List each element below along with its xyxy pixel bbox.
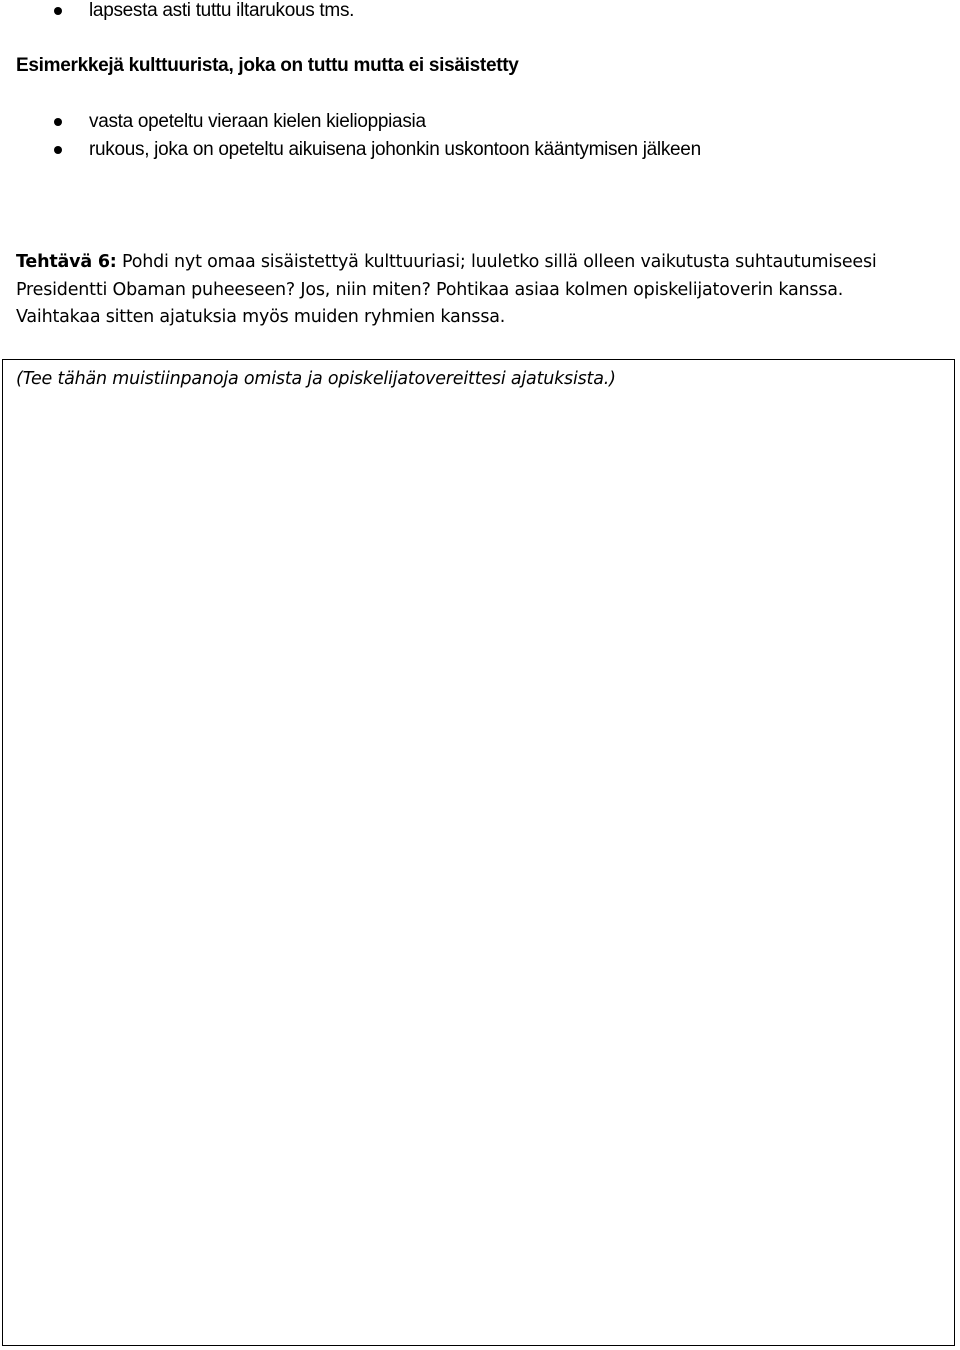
notes-hint: (Tee tähän muistiinpanoja omista ja opiskelijatovereittesi ajatuksista.) (16, 369, 616, 389)
bullet-icon (54, 146, 62, 154)
task-label: Tehtävä 6: (16, 252, 117, 272)
bullet-icon (54, 118, 62, 126)
task-text-1: Pohdi nyt omaa sisäistettyä kulttuuriasi; luuletko sillä olleen vaikutusta suhtautumiseesi (116, 252, 877, 272)
bullet-icon (54, 7, 62, 15)
list-item-text: lapsesta asti tuttu iltarukous tms. (89, 0, 355, 21)
list-item-text: rukous, joka on opeteltu aikuisena johonkin uskontoon kääntymisen jälkeen (89, 139, 701, 160)
list-item-text: vasta opeteltu vieraan kielen kielioppiasia (89, 111, 426, 132)
task-line-1 (16, 249, 946, 277)
section-heading: Esimerkkejä kulttuurista, joka on tuttu mutta ei sisäistetty (16, 55, 519, 76)
notes-box[interactable] (2, 359, 955, 1346)
task-line-2: Presidentti Obaman puheeseen? Jos, niin miten? Pohtikaa asiaa kolmen opiskelijatoverin kanssa. (16, 279, 844, 300)
task-paragraph (16, 249, 946, 332)
task-line-3: Vaihtakaa sitten ajatuksia myös muiden ryhmien kanssa. (16, 307, 506, 327)
